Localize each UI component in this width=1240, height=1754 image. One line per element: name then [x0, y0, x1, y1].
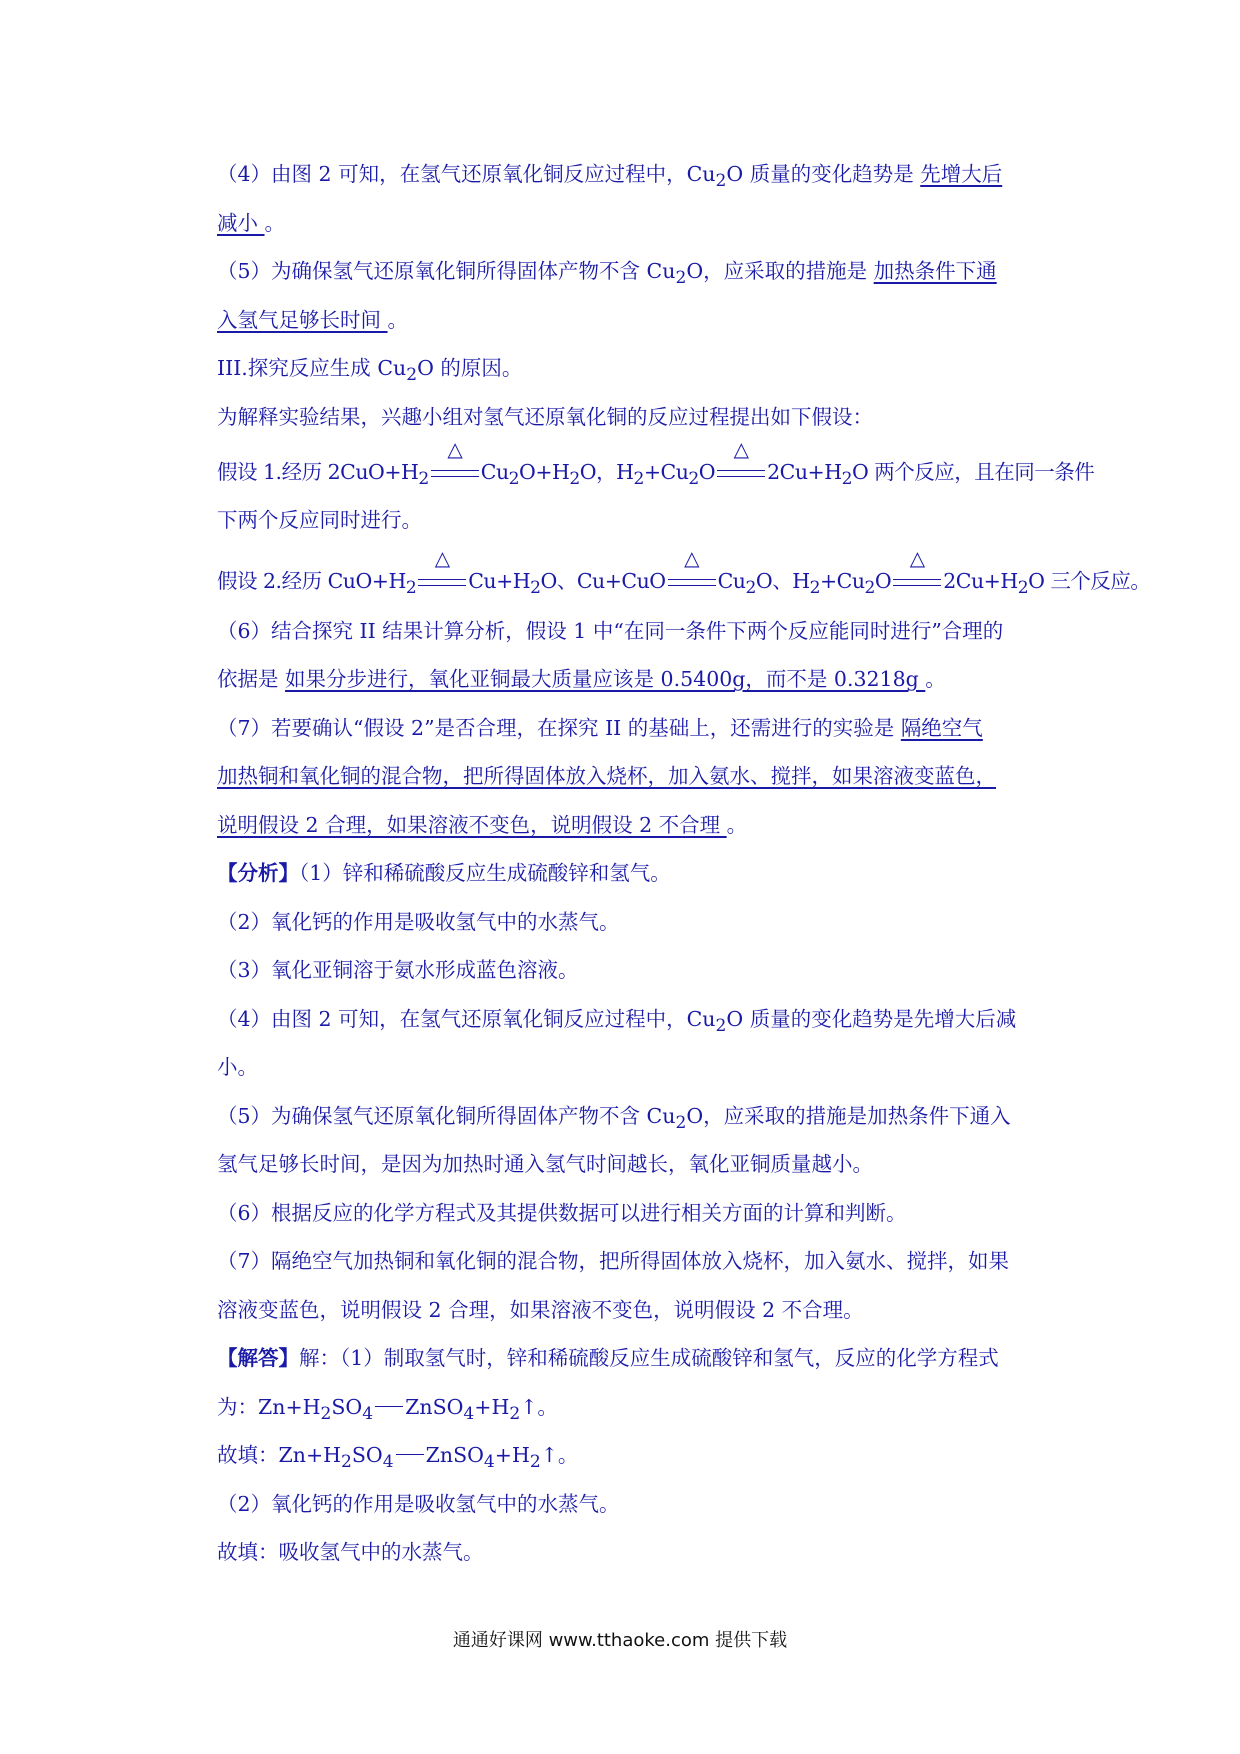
text: 。 [925, 667, 946, 691]
text: 。 [264, 210, 286, 235]
subscript: 2 [688, 469, 699, 490]
answer-blank: 加热条件下通 [873, 259, 997, 283]
single-bar [396, 1454, 424, 1455]
subscript: 2 [841, 469, 852, 490]
subscript: 4 [483, 1452, 495, 1473]
q7-line-1 [217, 704, 1057, 753]
analysis-line-4 [217, 995, 1057, 1044]
text: 。 [387, 307, 409, 332]
answer-blank: 加热铜和氧化铜的混合物，把所得固体放入烧杯，加入氨水、搅拌，如果溶液变蓝色， [217, 764, 996, 788]
answer-line-2: （2）氧化钙的作用是吸收氢气中的水蒸气。 [217, 1491, 620, 1516]
text: Cu [717, 568, 746, 593]
q5-line-2 [217, 296, 1057, 345]
q7-line-3 [217, 801, 1057, 850]
analysis-line-10: 溶液变蓝色，说明假设 2 合理，如果溶液不变色，说明假设 2 不合理。 [217, 1297, 864, 1322]
subscript: 4 [463, 1403, 475, 1424]
answer-blank: 说明假设 2 合理，如果溶液不变色，说明假设 2 不合理 [217, 812, 727, 837]
double-bar [668, 579, 716, 586]
text: O、H [755, 568, 810, 593]
q4-line-2 [217, 199, 1057, 248]
triangle-heat-icon: △ [684, 545, 700, 570]
answer-blank: 先增大后 [920, 162, 1003, 186]
answer-blank: 减小 [217, 210, 265, 235]
subscript: 2 [864, 577, 875, 598]
page-footer: 通通好课网 www.tthaoke.com 提供下载 [452, 1630, 788, 1651]
subscript: 2 [320, 1403, 332, 1424]
triangle-heat-icon: △ [909, 545, 925, 570]
subscript: 2 [405, 577, 417, 598]
equals-sign [394, 1444, 426, 1464]
text: +H [494, 1443, 530, 1467]
text: 。 [726, 812, 748, 837]
text: 假设 1.经历 2CuO+H [217, 460, 419, 484]
subscript: 2 [675, 268, 687, 289]
text: 故填：Zn+H [217, 1443, 342, 1467]
single-bar [375, 1406, 403, 1407]
subscript: 2 [569, 469, 580, 490]
text: O 质量的变化趋势是先增大后减 [726, 1006, 1017, 1031]
subscript: 2 [715, 171, 727, 192]
double-bar [418, 579, 466, 586]
triangle-heat-icon: △ [733, 437, 749, 461]
q5-line-1 [217, 247, 1057, 296]
subscript: 2 [418, 469, 429, 490]
analysis-line-1 [217, 849, 1057, 898]
subscript: 2 [809, 577, 820, 598]
subscript: 2 [745, 577, 756, 598]
answer-line-1 [217, 1334, 1057, 1383]
text: 解：（1）制取氢气时，锌和稀硫酸反应生成硫酸锌和氢气，反应的化学方程式 [299, 1346, 999, 1370]
text: （1）锌和稀硫酸反应生成硫酸锌和氢气。 [299, 861, 671, 885]
text: SO [331, 1394, 363, 1419]
text: +Cu [643, 460, 689, 484]
q6-line-2 [217, 655, 1057, 704]
text: ↑。 [540, 1443, 579, 1467]
heating-equals-sign [429, 437, 481, 481]
answer-blank: 如果分步进行，氧化亚铜最大质量应该是 0.5400g，而不是 0.3218g [285, 667, 926, 691]
text: 依据是 [217, 667, 286, 691]
text: 2Cu+H [767, 460, 842, 484]
subscript: 2 [1017, 577, 1029, 598]
text: O、Cu+CuO [540, 568, 666, 593]
heating-equals-sign [891, 545, 943, 590]
subscript: 2 [509, 1403, 521, 1424]
subscript: 2 [633, 469, 644, 490]
heating-equals-sign [416, 545, 468, 590]
text: ZnSO [405, 1394, 464, 1419]
analysis-line-7: 氢气足够长时间，是因为加热时通入氢气时间越长，氧化亚铜质量越小。 [217, 1152, 873, 1176]
text: Cu+H [468, 568, 531, 593]
answer-fill-line-2: 故填：吸收氢气中的水蒸气。 [217, 1540, 484, 1564]
subscript: 2 [406, 365, 418, 386]
q4-line-1 [217, 150, 1057, 199]
text: O，H [579, 460, 634, 484]
text: O [874, 568, 892, 593]
hypothesis-2-line [217, 545, 1151, 607]
subscript: 4 [362, 1403, 374, 1424]
hypothesis-1-line-2: 下两个反应同时进行。 [217, 508, 422, 532]
analysis-line-6 [217, 1092, 1057, 1141]
text: 假设 2.经历 CuO+H [217, 568, 406, 593]
q6-line-1: （6）结合探究 II 结果计算分析，假设 1 中“在同一条件下两个反应能同时进行”合理的 [217, 618, 1004, 643]
analysis-tag: 【分析】 [217, 861, 299, 885]
text: （7）若要确认“假设 2”是否合理，在探究 II 的基础上，还需进行的实验是 [217, 715, 901, 740]
text: O，应采取的措施是加热条件下通入 [686, 1103, 1011, 1128]
text: O 质量的变化趋势是 [726, 162, 921, 186]
document-body [217, 150, 1151, 1577]
text: 为：Zn+H [217, 1394, 321, 1419]
answer-equation-line [217, 1383, 1057, 1432]
text: 2Cu+H [943, 568, 1018, 593]
answer-fill-line-1 [217, 1431, 1057, 1480]
text: ZnSO [425, 1443, 484, 1467]
subscript: 2 [675, 1112, 687, 1133]
subscript: 2 [529, 1452, 541, 1473]
answer-blank: 隔绝空气 [900, 715, 983, 740]
text: Cu [480, 460, 509, 484]
analysis-line-2: （2）氧化钙的作用是吸收氢气中的水蒸气。 [217, 909, 620, 934]
heating-equals-sign [715, 437, 767, 481]
subscript: 4 [382, 1452, 394, 1473]
text: +Cu [819, 568, 865, 593]
answer-tag: 【解答】 [217, 1346, 299, 1370]
q7-line-2 [217, 752, 1057, 801]
section-iii-heading [217, 344, 1057, 393]
analysis-line-3: （3）氧化亚铜溶于氨水形成蓝色溶液。 [217, 958, 579, 982]
text: O [698, 460, 716, 484]
analysis-line-5: 小。 [217, 1055, 258, 1079]
answer-blank: 入氢气足够长时间 [217, 307, 388, 332]
hypothesis-1-line-1 [217, 437, 1095, 496]
subscript: 2 [341, 1452, 352, 1473]
intro-line: 为解释实验结果，兴趣小组对氢气还原氧化铜的反应过程提出如下假设： [217, 404, 873, 429]
text: O，应采取的措施是 [686, 259, 874, 283]
triangle-heat-icon: △ [434, 545, 450, 570]
subscript: 2 [715, 1015, 727, 1036]
text: O+H [519, 460, 570, 484]
triangle-heat-icon: △ [447, 437, 463, 461]
text: O 两个反应，且在同一条件 [851, 460, 1095, 484]
analysis-line-8: （6）根据反应的化学方程式及其提供数据可以进行相关方面的计算和判断。 [217, 1200, 907, 1225]
text: O 三个反应。 [1028, 568, 1151, 593]
text: O 的原因。 [417, 356, 523, 380]
double-bar [893, 579, 941, 586]
text: （5）为确保氢气还原氧化铜所得固体产物不含 Cu [217, 259, 676, 283]
text: （5）为确保氢气还原氧化铜所得固体产物不含 Cu [217, 1103, 676, 1128]
subscript: 2 [508, 469, 520, 490]
text: （4）由图 2 可知，在氢气还原氧化铜反应过程中，Cu [217, 1006, 716, 1031]
text: III.探究反应生成 Cu [217, 356, 407, 380]
text: ↑。 [520, 1394, 558, 1419]
text: SO [351, 1443, 383, 1467]
equals-sign [373, 1396, 405, 1416]
text: +H [474, 1394, 510, 1419]
subscript: 2 [530, 577, 541, 598]
analysis-line-9: （7）隔绝空气加热铜和氧化铜的混合物，把所得固体放入烧杯，加入氨水、搅拌，如果 [217, 1249, 1010, 1273]
heating-equals-sign [666, 545, 718, 590]
double-bar [431, 470, 479, 477]
double-bar [717, 470, 765, 477]
text: （4）由图 2 可知，在氢气还原氧化铜反应过程中，Cu [217, 162, 716, 186]
